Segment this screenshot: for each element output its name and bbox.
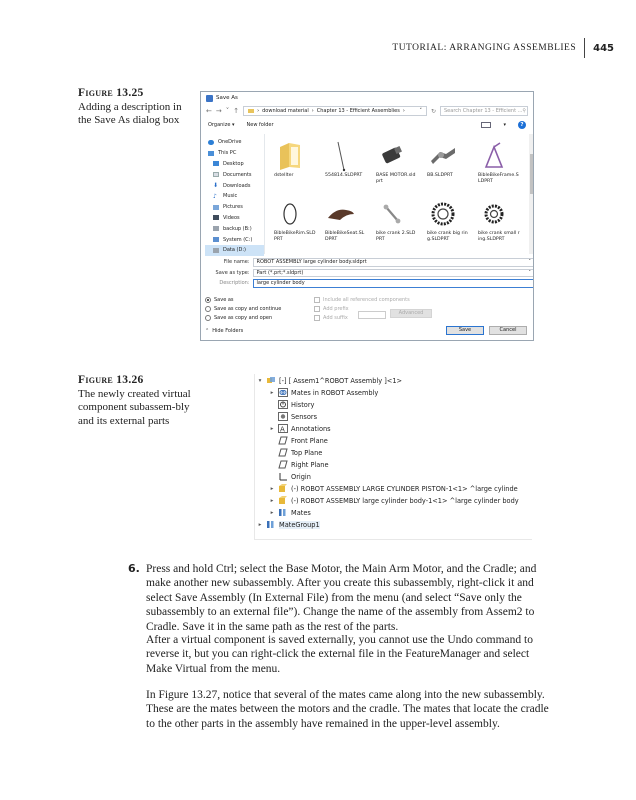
folder-icon	[270, 139, 310, 173]
tree-node-mates-folder[interactable]	[269, 387, 378, 399]
tree-node-label: MateGroup1	[279, 520, 320, 529]
save-copy-open-radio[interactable]: Save as copy and open	[205, 315, 272, 321]
music-icon: ♪	[213, 192, 217, 200]
collapse-arrow-icon[interactable]: ▾	[258, 377, 262, 384]
chevron-down-icon[interactable]: ˅	[528, 269, 531, 276]
file-item[interactable]: BB.SLDPRT	[423, 139, 471, 191]
body-paragraph: In Figure 13.27, notice that several of the mates came along into the new subassembly. These are the mates between the motors and the cradle. The mates that locate the cradle to the other parts in the assembly have remained in the upper-level assembly.	[146, 689, 549, 730]
tree-node-label: Origin	[291, 472, 311, 481]
nav-item-desktop[interactable]: Desktop	[205, 159, 264, 170]
tree-node-label: Right Plane	[291, 460, 329, 469]
file-item[interactable]: BASE MOTOR.sldprt	[372, 139, 420, 191]
nav-item-videos[interactable]: Videos	[205, 213, 264, 224]
radio-selected-icon	[205, 297, 211, 303]
expand-arrow-icon[interactable]: ▸	[270, 425, 274, 432]
documents-icon	[213, 172, 219, 177]
breadcrumb-item[interactable]: Chapter 13 - Efficient Assemblies	[316, 108, 400, 114]
add-prefix-checkbox[interactable]: Add prefix	[314, 306, 349, 312]
organize-button[interactable]: Organize ▾	[208, 122, 235, 128]
nav-item-documents[interactable]: Documents	[205, 169, 264, 180]
file-item[interactable]: bike crank big ring.SLDPRT	[423, 197, 471, 249]
tree-node-label: Top Plane	[291, 448, 323, 457]
prefix-suffix-input[interactable]	[358, 311, 386, 319]
figure-label: Figure 13.26	[78, 374, 144, 386]
tree-node-label: Front Plane	[291, 436, 328, 445]
tree-node-origin[interactable]	[269, 471, 311, 483]
scrollbar-thumb[interactable]	[530, 154, 534, 194]
address-row	[201, 104, 533, 118]
tree-node-label: Mates	[291, 508, 311, 517]
drive-icon	[213, 226, 219, 231]
chevron-down-icon[interactable]: ˅	[225, 107, 230, 115]
part-icon	[278, 484, 288, 493]
radio-icon	[205, 306, 211, 312]
tree-node-front-plane[interactable]	[269, 435, 328, 447]
mates-icon	[278, 508, 288, 517]
include-references-checkbox[interactable]: Include all referenced components	[314, 297, 410, 303]
motor-part-icon	[372, 139, 412, 173]
checkbox-icon	[314, 297, 320, 303]
nav-item-music[interactable]: ♪ Music	[213, 192, 238, 200]
file-name-label: File name:	[223, 259, 250, 266]
plane-icon	[278, 460, 288, 469]
crank-part-icon	[372, 197, 412, 231]
checkbox-icon	[314, 306, 320, 312]
annotations-icon	[278, 424, 288, 433]
drive-icon	[213, 248, 219, 253]
address-dropdown-icon[interactable]: ˅	[419, 108, 422, 114]
tree-node-label: [-] [ Assem1^ROBOT Assembly ]<1>	[279, 376, 403, 385]
nav-item-this-pc[interactable]: This PC	[205, 148, 264, 159]
pictures-icon	[213, 205, 219, 210]
search-icon: ⚲	[522, 108, 527, 114]
back-arrow-icon[interactable]: ←	[206, 107, 212, 115]
tree-node-history[interactable]	[269, 399, 314, 411]
running-header-title: TUTORIAL: ARRANGING ASSEMBLIES	[392, 38, 585, 58]
address-bar[interactable]: › download material › Chapter 13 - Efficient Assemblies › ˅	[243, 106, 427, 116]
description-label: Description:	[219, 280, 250, 287]
nav-item-onedrive[interactable]: OneDrive	[205, 137, 264, 148]
file-list	[265, 134, 534, 254]
dialog-title: Save As	[216, 95, 238, 101]
save-as-radio[interactable]: Save as	[205, 297, 234, 303]
nav-item-data-drive[interactable]: Data (D:)	[205, 245, 264, 256]
mategroup-icon	[266, 520, 276, 529]
part-icon	[278, 496, 288, 505]
help-icon[interactable]: ?	[518, 121, 526, 129]
tree-node-label: Sensors	[291, 412, 318, 421]
expand-arrow-icon[interactable]: ▸	[270, 509, 274, 516]
computer-icon	[208, 151, 214, 156]
file-item[interactable]: 554814.SLDPRT	[321, 139, 369, 191]
expand-arrow-icon[interactable]: ▸	[270, 485, 274, 492]
plane-icon	[278, 436, 288, 445]
sensors-icon	[278, 412, 288, 421]
file-item[interactable]: BibleBikeFrame.SLDPRT	[474, 139, 522, 191]
tree-node-piston-part[interactable]	[269, 483, 518, 495]
file-name-row	[201, 257, 534, 268]
tree-node-label: History	[291, 400, 315, 409]
file-item[interactable]: dstellter	[270, 139, 318, 191]
page-number: 445	[593, 42, 614, 54]
figure-caption-13-26	[78, 374, 196, 428]
advanced-button[interactable]: Advanced	[390, 309, 432, 318]
tree-node-label: (-) ROBOT ASSEMBLY LARGE CYLINDER PISTON-1<1> ^large cylinde	[291, 484, 518, 493]
file-item[interactable]: BibleBikeSeat.SLDPRT	[321, 197, 369, 249]
body-paragraph: Press and hold Ctrl; select the Base Motor, the Main Arm Motor, and the Cradle; and make another new subassembly. After you create this subassembly, right-click it and select Save Assembly (In External File) from the menu (and select “Save only the subassembly to an external file”). Change the name of the assembly from Assem2 to Cradle. Save it in the same path as the rest of the parts.	[146, 563, 537, 633]
download-icon: ⬇	[213, 182, 219, 190]
file-name-field[interactable]: ROBOT ASSEMBLY large cylinder body.sldprt ˅	[253, 258, 534, 267]
description-row	[201, 278, 534, 289]
navigation-pane	[201, 134, 265, 254]
forward-arrow-icon[interactable]: →	[215, 107, 222, 115]
tree-node-subassembly[interactable]	[257, 375, 402, 387]
tree-node-sensors[interactable]	[269, 411, 317, 423]
tree-node-right-plane[interactable]	[269, 459, 329, 471]
save-button[interactable]: Save	[446, 326, 484, 335]
step-number: 6.	[128, 562, 140, 575]
chainring-part-icon	[474, 197, 514, 231]
rod-part-icon	[321, 139, 361, 173]
videos-icon	[213, 215, 219, 220]
tree-node-label: Annotations	[291, 424, 331, 433]
save-type-row	[201, 268, 534, 279]
chevron-down-icon[interactable]: ˅	[528, 259, 531, 266]
dialog-content	[201, 134, 534, 254]
save-options	[201, 296, 534, 341]
seat-part-icon	[321, 197, 361, 231]
mates-folder-icon	[278, 388, 288, 397]
frame-part-icon	[474, 139, 514, 173]
chainring-part-icon	[423, 197, 463, 231]
desktop-icon	[213, 161, 219, 166]
origin-icon	[278, 472, 288, 481]
hide-folders-toggle[interactable]: ⌃ Hide Folders	[205, 328, 244, 334]
figure-caption-text: The newly created virtual component subassem-bly and its external parts	[78, 387, 191, 427]
figure-label: Figure 13.25	[78, 87, 144, 99]
assembly-icon	[266, 376, 276, 385]
cloud-icon	[208, 140, 214, 145]
nav-item-system-drive[interactable]: System (C:)	[205, 234, 264, 245]
cancel-button[interactable]: Cancel	[489, 326, 527, 335]
save-as-dialog	[200, 91, 534, 341]
save-form	[201, 257, 534, 289]
checkbox-icon	[314, 315, 320, 321]
file-item[interactable]: bike crank 2.SLDPRT	[372, 197, 420, 249]
radio-icon	[205, 315, 211, 321]
view-options-icon[interactable]	[481, 122, 491, 128]
tree-node-label: (-) ROBOT ASSEMBLY large cylinder body-1<1> ^large cylinder body	[291, 496, 519, 505]
rim-part-icon	[270, 197, 310, 231]
save-type-label: Save as type:	[215, 269, 250, 276]
tree-node-label: Mates in ROBOT Assembly	[291, 388, 379, 397]
new-folder-button[interactable]: New folder	[246, 122, 274, 128]
nav-item-downloads[interactable]: ⬇ Downloads	[213, 182, 251, 190]
plane-icon	[278, 448, 288, 457]
figure-caption-text: Adding a description in the Save As dialog box	[78, 100, 182, 126]
nav-item-backup-drive[interactable]: backup (B:)	[205, 223, 264, 234]
tree-node-annotations[interactable]	[269, 423, 331, 435]
bracket-part-icon	[423, 139, 463, 173]
running-header	[392, 38, 614, 58]
tree-node-cylinder-body-part[interactable]	[269, 495, 519, 507]
view-dropdown-icon[interactable]: ▾	[503, 122, 506, 128]
tree-node-top-plane[interactable]	[269, 447, 322, 459]
refresh-icon[interactable]: ↻	[430, 107, 436, 115]
figure-caption-13-25	[78, 87, 196, 128]
chevron-up-icon: ⌃	[205, 328, 210, 334]
solidworks-app-icon	[206, 95, 213, 102]
breadcrumb-item[interactable]: download material	[262, 108, 309, 114]
file-list-scrollbar[interactable]	[529, 134, 534, 254]
tree-node-mategroup[interactable]	[257, 519, 320, 531]
history-icon	[278, 400, 288, 409]
svg-text:A: A	[280, 425, 285, 434]
tree-node-mates[interactable]	[269, 507, 311, 519]
folder-icon	[248, 109, 254, 113]
expand-arrow-icon[interactable]: ▸	[270, 389, 274, 396]
expand-arrow-icon[interactable]: ▸	[258, 521, 262, 528]
body-paragraph: After a virtual component is saved externally, you cannot use the Undo command to reverse it, but you can right-click the external file in the FeatureManager and select Make Virtual from the menu.	[146, 634, 533, 675]
save-type-select[interactable]: Part (*.prt;*.sldprt) ˅	[253, 269, 534, 278]
description-field[interactable]: large cylinder body	[253, 279, 534, 288]
expand-arrow-icon[interactable]: ▸	[270, 497, 274, 504]
up-arrow-icon[interactable]: ↑	[233, 107, 240, 115]
add-suffix-checkbox[interactable]: Add suffix	[314, 315, 348, 321]
feature-manager-tree	[254, 374, 532, 540]
drive-icon	[213, 237, 219, 242]
file-item[interactable]: bike crank small ring.SLDPRT	[474, 197, 522, 249]
search-input[interactable]: Search Chapter 13 - Efficient ... ⚲	[440, 106, 528, 116]
dialog-title-bar	[201, 92, 533, 104]
nav-item-pictures[interactable]: Pictures	[205, 202, 264, 213]
dialog-toolbar	[201, 118, 533, 132]
save-copy-continue-radio[interactable]: Save as copy and continue	[205, 306, 281, 312]
file-item[interactable]: BibleBikeRim.SLDPRT	[270, 197, 318, 249]
